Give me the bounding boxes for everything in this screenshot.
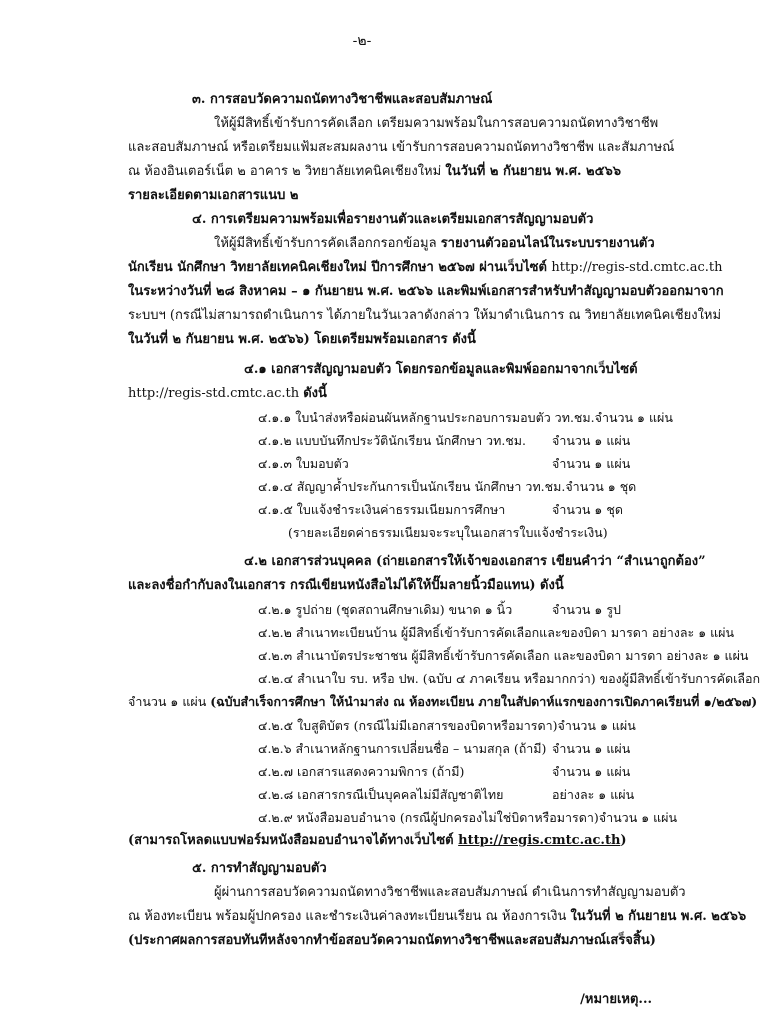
document-list-4-1	[128, 406, 673, 544]
paragraph-line: รายละเอียดตามเอกสารแนบ ๒	[128, 188, 299, 203]
section-4	[128, 208, 724, 352]
subsection-4-1-heading: ๔.๑ เอกสารสัญญามอบตัว โดยกรอกข้อมูลและพิมพ์ออกมาจากเว็บไซต์	[244, 362, 638, 377]
list-item: ๔.๒.๑ รูปถ่าย (ชุดสถานศึกษาเดิม) ขนาด ๑ นิ้ว จำนวน ๑ รูป	[258, 602, 621, 617]
subsection-4-2-heading-cont: และลงชื่อกำกับลงในเอกสาร กรณีเขียนหนังสือไม่ได้ให้ปั๊มลายนิ้วมือแทน) ดังนี้	[128, 578, 564, 593]
paragraph-line: ณ ห้องอินเตอร์เน็ต ๒ อาคาร ๒ วิทยาลัยเทคนิคเชียงใหม่ ในวันที่ ๒ กันยายน พ.ศ. ๒๕๖๖	[128, 164, 621, 179]
list-item: ๔.๑.๕ ใบแจ้งชำระเงินค่าธรรมเนียมการศึกษา จำนวน ๑ ชุด	[258, 502, 623, 517]
paragraph-line: (ประกาศผลการสอบทันทีหลังจากทำข้อสอบวัดความถนัดทางวิชาชีพและสอบสัมภาษณ์เสร็จสิ้น)	[128, 933, 656, 948]
continuation-footer: /หมายเหตุ...	[580, 992, 652, 1007]
list-item: ๔.๒.๓ สำเนาบัตรประชาชน ผู้มีสิทธิ์เข้ารับการคัดเลือก และของบิดา มารดา อย่างละ ๑ แผ่น	[258, 648, 749, 663]
download-link[interactable]: http://regis.cmtc.ac.th	[458, 833, 621, 848]
paragraph-line: ณ ห้องทะเบียน พร้อมผู้ปกครอง และชำระเงินค่าลงทะเบียนเรียน ณ ห้องการเงิน ในวันที่ ๒ กันยายน พ.ศ. ๒๕๖๖	[128, 909, 747, 924]
list-item: ๔.๒.๖ สำเนาหลักฐานการเปลี่ยนชื่อ – นามสกุล (ถ้ามี) จำนวน ๑ แผ่น	[258, 741, 631, 756]
paragraph-line: ผู้ผ่านการสอบวัดความถนัดทางวิชาชีพและสอบสัมภาษณ์ ดำเนินการทำสัญญามอบตัว	[214, 885, 686, 900]
section-5-heading: ๕. การทำสัญญามอบตัว	[192, 861, 327, 876]
paragraph-line: และสอบสัมภาษณ์ หรือเตรียมแฟ้มสะสมผลงาน เข้ารับการสอบความถนัดทางวิชาชีพ และสัมภาษณ์	[128, 140, 675, 155]
paragraph-line: ในระหว่างวันที่ ๒๘ สิงหาคม – ๑ กันยายน พ.ศ. ๒๕๖๖ และพิมพ์เอกสารสำหรับทำสัญญามอบตัวออกมาจาก	[128, 284, 724, 299]
list-item: ๔.๑.๑ ใบนำส่งหรือผ่อนผันหลักฐานประกอบการมอบตัว วท.ชม. จำนวน ๑ แผ่น	[258, 410, 673, 425]
paragraph-line: ให้ผู้มีสิทธิ์เข้ารับการคัดเลือก เตรียมความพร้อมในการสอบความถนัดทางวิชาชีพ	[214, 116, 659, 131]
document-list-4-2	[128, 598, 760, 829]
paragraph-line: ระบบฯ (กรณีไม่สามารถดำเนินการ ได้ภายในวันเวลาดังกล่าว ให้มาดำเนินการ ณ วิทยาลัยเทคนิคเชียงใหม่	[128, 308, 722, 323]
document-body	[128, 88, 760, 953]
subsection-4-2-heading: ๔.๒ เอกสารส่วนบุคคล (ถ่ายเอกสารให้เจ้าของเอกสาร เขียนคำว่า “สำเนาถูกต้อง”	[244, 554, 706, 569]
paragraph-line: ให้ผู้มีสิทธิ์เข้ารับการคัดเลือกกรอกข้อมูล รายงานตัวออนไลน์ในระบบรายงานตัว	[214, 236, 655, 251]
subsection-4-1	[128, 358, 673, 544]
subsection-4-1-heading-cont: http://regis-std.cmtc.ac.th ดังนี้	[128, 386, 327, 401]
section-4-heading: ๔. การเตรียมความพร้อมเพื่อรายงานตัวและเตรียมเอกสารสัญญามอบตัว	[192, 212, 594, 227]
list-item: ๔.๒.๒ สำเนาทะเบียนบ้าน ผู้มีสิทธิ์เข้ารับการคัดเลือกและของบิดา มารดา อย่างละ ๑ แผ่น	[258, 625, 735, 640]
list-item: ๔.๒.๔ สำเนาใบ รบ. หรือ ปพ. (ฉบับ ๔ ภาคเรียน หรือมากกว่า) ของผู้มีสิทธิ์เข้ารับการคัดเลือก	[258, 671, 760, 686]
list-item: ๔.๒.๘ เอกสารกรณีเป็นบุคคลไม่มีสัญชาติไทย อย่างละ ๑ แผ่น	[258, 787, 635, 802]
subsection-4-2	[128, 550, 760, 853]
section-5	[128, 857, 747, 953]
page-number: -๒-	[352, 33, 372, 49]
list-item: ๔.๒.๗ เอกสารแสดงความพิการ (ถ้ามี) จำนวน ๑ แผ่น	[258, 764, 631, 779]
paragraph-line: ในวันที่ ๒ กันยายน พ.ศ. ๒๕๖๖) โดยเตรียมพร้อมเอกสาร ดังนี้	[128, 332, 476, 347]
list-item: ๔.๑.๒ แบบบันทึกประวัตินักเรียน นักศึกษา วท.ชม. จำนวน ๑ แผ่น	[258, 433, 631, 448]
list-item: ๔.๒.๙ หนังสือมอบอำนาจ (กรณีผู้ปกครองไม่ใช่บิดาหรือมารดา) จำนวน ๑ แผ่น	[258, 810, 678, 825]
list-item: ๔.๑.๓ ใบมอบตัว จำนวน ๑ แผ่น	[258, 456, 631, 471]
section-3	[128, 88, 675, 208]
download-note: (สามารถโหลดแบบฟอร์มหนังสือมอบอำนาจได้ทางเว็บไซต์ http://regis.cmtc.ac.th)	[128, 833, 627, 848]
fee-note: (รายละเอียดค่าธรรมเนียมจะระบุในเอกสารใบแจ้งชำระเงิน)	[288, 525, 608, 540]
list-item-cont: จำนวน ๑ แผ่น (ฉบับสำเร็จการศึกษา ให้นำมาส่ง ณ ห้องทะเบียน ภายในสัปดาห์แรกของการเปิดภาคเรียนที่ ๑/๒๕๖๗)	[128, 694, 758, 709]
section-3-heading: ๓. การสอบวัดความถนัดทางวิชาชีพและสอบสัมภาษณ์	[192, 92, 493, 107]
paragraph-line: นักเรียน นักศึกษา วิทยาลัยเทคนิคเชียงใหม่ ปีการศึกษา ๒๕๖๗ ผ่านเว็บไซต์ http://regis-std.cmtc.ac.th	[128, 260, 723, 275]
website-link[interactable]: http://regis-std.cmtc.ac.th	[128, 386, 300, 401]
list-item: ๔.๒.๕ ใบสูติบัตร (กรณีไม่มีเอกสารของบิดาหรือมารดา) จำนวน ๑ แผ่น	[258, 718, 636, 733]
list-item: ๔.๑.๔ สัญญาค้ำประกันการเป็นนักเรียน นักศึกษา วท.ชม. จำนวน ๑ ชุด	[258, 479, 637, 494]
